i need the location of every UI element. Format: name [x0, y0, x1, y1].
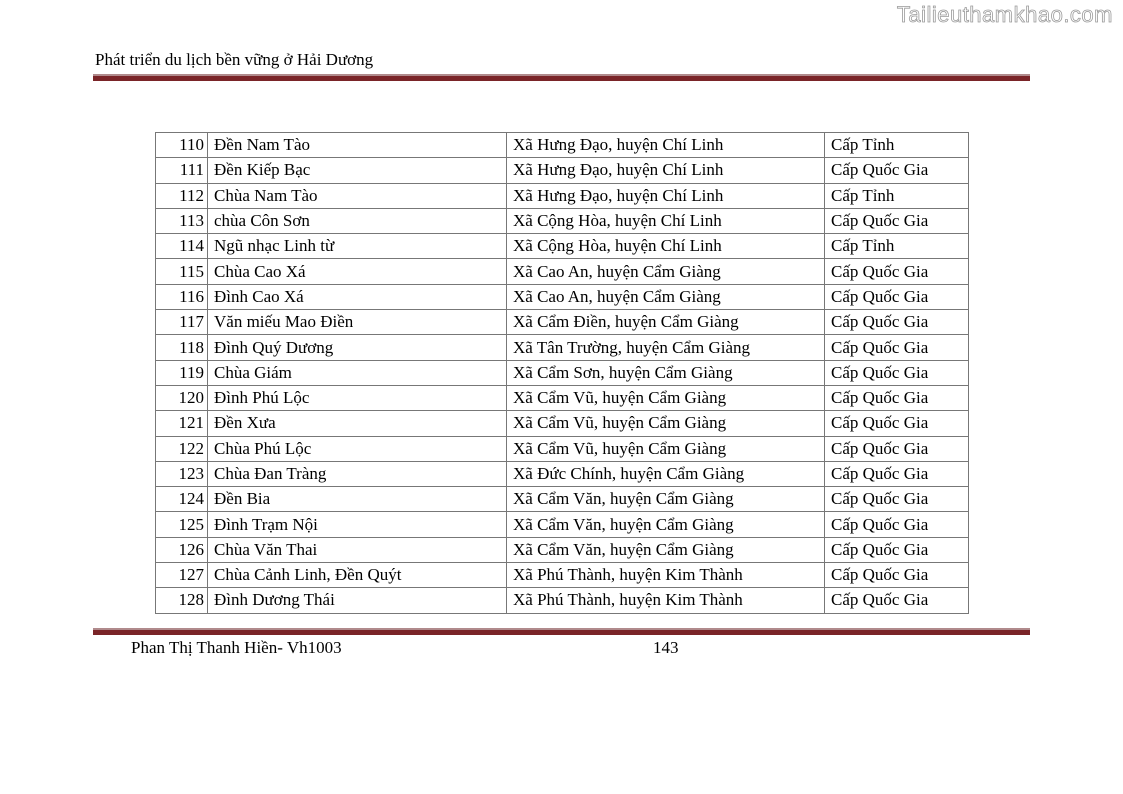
site-name: Đền Nam Tào [208, 133, 507, 158]
row-number: 126 [156, 537, 208, 562]
row-number: 127 [156, 563, 208, 588]
site-level: Cấp Quốc Gia [825, 310, 969, 335]
row-number: 122 [156, 436, 208, 461]
site-name: Đình Trạm Nội [208, 512, 507, 537]
site-level: Cấp Quốc Gia [825, 411, 969, 436]
row-number: 110 [156, 133, 208, 158]
site-location: Xã Cẩm Sơn, huyện Cẩm Giàng [507, 360, 825, 385]
site-location: Xã Cao An, huyện Cẩm Giàng [507, 284, 825, 309]
site-name: Chùa Đan Tràng [208, 461, 507, 486]
row-number: 114 [156, 234, 208, 259]
row-number: 118 [156, 335, 208, 360]
table-row [156, 335, 969, 360]
site-location: Xã Cộng Hòa, huyện Chí Linh [507, 234, 825, 259]
site-level: Cấp Quốc Gia [825, 588, 969, 613]
site-level: Cấp Quốc Gia [825, 259, 969, 284]
site-name: Chùa Cảnh Linh, Đền Quýt [208, 563, 507, 588]
table-row [156, 208, 969, 233]
table-row [156, 234, 969, 259]
site-level: Cấp Quốc Gia [825, 360, 969, 385]
site-name: Văn miếu Mao Điền [208, 310, 507, 335]
site-location: Xã Cao An, huyện Cẩm Giàng [507, 259, 825, 284]
site-level: Cấp Quốc Gia [825, 335, 969, 360]
table-row [156, 259, 969, 284]
site-location: Xã Hưng Đạo, huyện Chí Linh [507, 133, 825, 158]
row-number: 123 [156, 461, 208, 486]
table-row [156, 310, 969, 335]
table-row [156, 461, 969, 486]
site-name: Đền Xưa [208, 411, 507, 436]
site-name: Đình Quý Dương [208, 335, 507, 360]
row-number: 124 [156, 487, 208, 512]
row-number: 117 [156, 310, 208, 335]
site-location: Xã Cẩm Văn, huyện Cẩm Giàng [507, 512, 825, 537]
site-location: Xã Cẩm Văn, huyện Cẩm Giàng [507, 537, 825, 562]
site-name: Chùa Nam Tào [208, 183, 507, 208]
site-name: Đình Cao Xá [208, 284, 507, 309]
site-name: Chùa Cao Xá [208, 259, 507, 284]
site-location: Xã Cẩm Vũ, huyện Cẩm Giàng [507, 436, 825, 461]
row-number: 119 [156, 360, 208, 385]
table-row [156, 487, 969, 512]
table-row [156, 563, 969, 588]
site-location: Xã Cộng Hòa, huyện Chí Linh [507, 208, 825, 233]
site-level: Cấp Quốc Gia [825, 436, 969, 461]
row-number: 125 [156, 512, 208, 537]
site-level: Cấp Quốc Gia [825, 512, 969, 537]
footer-author: Phan Thị Thanh Hiền- Vh1003 [131, 638, 342, 657]
site-level: Cấp Quốc Gia [825, 158, 969, 183]
site-level: Cấp Tỉnh [825, 234, 969, 259]
site-level: Cấp Tỉnh [825, 183, 969, 208]
table-row [156, 537, 969, 562]
site-location: Xã Phú Thành, huyện Kim Thành [507, 588, 825, 613]
header-title: Phát triển du lịch bền vững ở Hải Dương [95, 50, 374, 69]
table-row [156, 284, 969, 309]
site-name: Chùa Văn Thai [208, 537, 507, 562]
site-level: Cấp Quốc Gia [825, 385, 969, 410]
row-number: 113 [156, 208, 208, 233]
site-name: chùa Côn Sơn [208, 208, 507, 233]
table-row [156, 512, 969, 537]
site-level: Cấp Quốc Gia [825, 208, 969, 233]
site-location: Xã Hưng Đạo, huyện Chí Linh [507, 183, 825, 208]
heritage-table [155, 132, 969, 614]
row-number: 111 [156, 158, 208, 183]
site-location: Xã Tân Trường, huyện Cẩm Giàng [507, 335, 825, 360]
row-number: 116 [156, 284, 208, 309]
site-name: Đình Dương Thái [208, 588, 507, 613]
site-level: Cấp Quốc Gia [825, 284, 969, 309]
site-location: Xã Phú Thành, huyện Kim Thành [507, 563, 825, 588]
site-name: Đình Phú Lộc [208, 385, 507, 410]
site-location: Xã Cẩm Vũ, huyện Cẩm Giàng [507, 385, 825, 410]
site-location: Xã Cẩm Điền, huyện Cẩm Giàng [507, 310, 825, 335]
table-row [156, 133, 969, 158]
site-name: Đền Bia [208, 487, 507, 512]
site-level: Cấp Quốc Gia [825, 487, 969, 512]
site-location: Xã Cẩm Vũ, huyện Cẩm Giàng [507, 411, 825, 436]
table-row [156, 436, 969, 461]
site-name: Chùa Phú Lộc [208, 436, 507, 461]
header-divider [93, 74, 1030, 81]
table-row [156, 360, 969, 385]
site-level: Cấp Tỉnh [825, 133, 969, 158]
site-name: Chùa Giám [208, 360, 507, 385]
site-level: Cấp Quốc Gia [825, 461, 969, 486]
row-number: 120 [156, 385, 208, 410]
table-row [156, 588, 969, 613]
row-number: 128 [156, 588, 208, 613]
page-number: 143 [653, 638, 679, 657]
table-row [156, 411, 969, 436]
site-level: Cấp Quốc Gia [825, 537, 969, 562]
site-name: Ngũ nhạc Linh từ [208, 234, 507, 259]
table-row [156, 158, 969, 183]
table-row [156, 385, 969, 410]
site-location: Xã Hưng Đạo, huyện Chí Linh [507, 158, 825, 183]
watermark: Tailieuthamkhao.com [896, 2, 1113, 27]
row-number: 112 [156, 183, 208, 208]
row-number: 121 [156, 411, 208, 436]
footer-divider [93, 628, 1030, 635]
site-location: Xã Đức Chính, huyện Cẩm Giàng [507, 461, 825, 486]
site-level: Cấp Quốc Gia [825, 563, 969, 588]
site-location: Xã Cẩm Văn, huyện Cẩm Giàng [507, 487, 825, 512]
site-name: Đền Kiếp Bạc [208, 158, 507, 183]
table-row [156, 183, 969, 208]
row-number: 115 [156, 259, 208, 284]
